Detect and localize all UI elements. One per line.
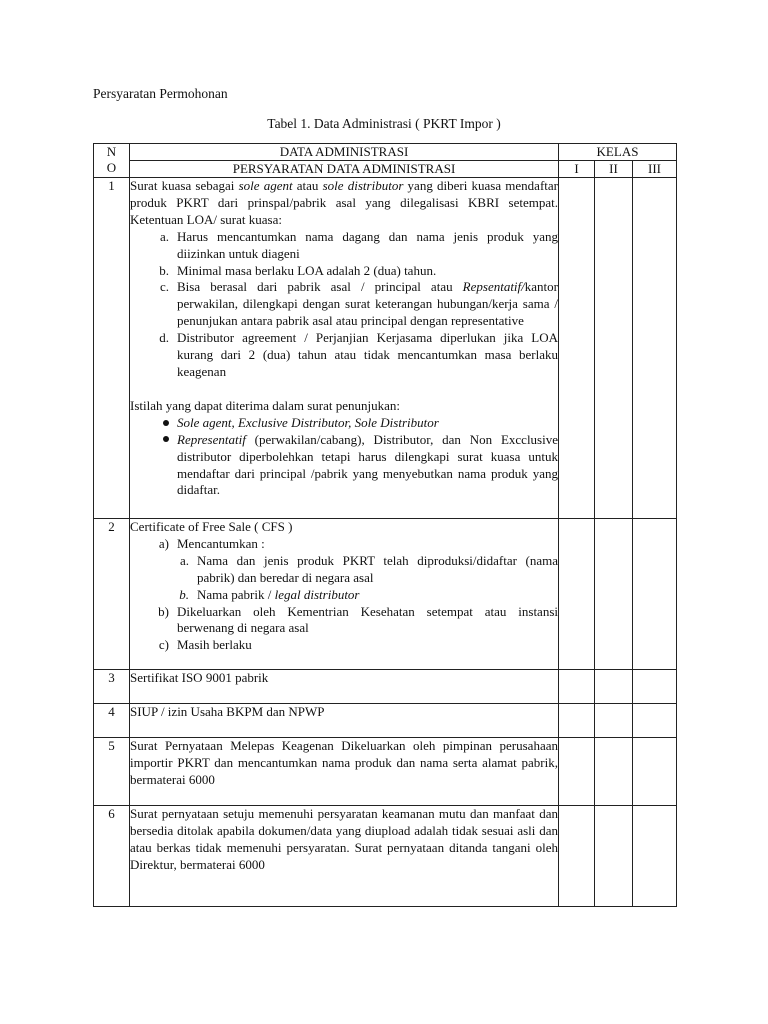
- list-item: c) Masih berlaku: [158, 637, 252, 653]
- data-admin-header: DATA ADMINISTRASI: [130, 144, 559, 161]
- kelas-ii-cell: [595, 519, 633, 670]
- bullet-icon: [163, 420, 169, 426]
- kelas-i-cell: [559, 178, 595, 519]
- table-header-row: [94, 144, 677, 161]
- table-row: [94, 738, 677, 806]
- row-number: 4: [94, 704, 130, 738]
- kelas-ii-header: II: [595, 161, 633, 178]
- table-row: [94, 704, 677, 738]
- row-number: 2: [94, 519, 130, 670]
- list-item: c. Bisa berasal dari pabrik asal / principal atau Repsentatif/kantor perwakilan, dilengkapi dengan surat keterangan hubungan/kerja sama / penunjukan antara pabrik asal atau principal dengan representative: [159, 279, 558, 329]
- list-item: d. Distributor agreement / Perjanjian Kerjasama diperlukan jika LOA kurang dari 2 (dua) tahun atau tidak mencantumkan masa berlaku keagenan: [159, 330, 558, 379]
- requirement-intro: Surat kuasa sebagai sole agent atau sole distributor yang diberi kuasa mendaftar produk PKRT dari prinspal/pabrik asal yang dilegalisasi KBRI setempat. Ketentuan LOA/ surat kuasa:: [130, 178, 558, 227]
- kelas-i-cell: [559, 738, 595, 806]
- kelas-i-header: I: [559, 161, 595, 178]
- kelas-iii-cell: [633, 178, 677, 519]
- kelas-header: KELAS: [559, 144, 677, 161]
- list-item: a) Mencantumkan :: [158, 535, 265, 551]
- kelas-i-cell: [559, 806, 595, 907]
- table-row: [94, 178, 677, 519]
- kelas-i-cell: [559, 704, 595, 738]
- bullet-icon: [163, 436, 169, 442]
- kelas-ii-cell: [595, 670, 633, 704]
- kelas-iii-cell: [633, 806, 677, 907]
- administration-table: [93, 143, 677, 907]
- kelas-i-cell: [559, 519, 595, 670]
- table-row: [94, 806, 677, 907]
- table-caption: Tabel 1. Data Administrasi ( PKRT Impor ): [267, 116, 501, 131]
- requirement-cell: Sertifikat ISO 9001 pabrik: [130, 670, 559, 704]
- kelas-ii-cell: [595, 178, 633, 519]
- no-column-header: N O: [94, 144, 130, 178]
- list-item: b) Dikeluarkan oleh Kementrian Kesehatan setempat atau instansi berwenang di negara asal: [158, 603, 558, 636]
- kelas-iii-cell: [633, 738, 677, 806]
- kelas-ii-cell: [595, 806, 633, 907]
- requirement-cell: [130, 519, 559, 670]
- persyaratan-header: PERSYARATAN DATA ADMINISTRASI: [130, 161, 559, 178]
- row-number: 5: [94, 738, 130, 806]
- kelas-ii-cell: [595, 738, 633, 806]
- sub-list-item: a. Nama dan jenis produk PKRT telah diproduksi/didaftar (nama pabrik) dan beredar di negara asal: [179, 552, 558, 585]
- requirement-cell: [130, 178, 559, 519]
- row-number: 1: [94, 178, 130, 519]
- requirement-title: Certificate of Free Sale ( CFS ): [130, 519, 293, 534]
- kelas-iii-cell: [633, 670, 677, 704]
- table-subheader-row: [94, 161, 677, 178]
- bullet-item: Representatif (perwakilan/cabang), Distributor, dan Non Excclusive distributor diperbolehkan tetapi harus dilengkapi surat kuasa untuk mendaftar dari principal /pabrik yang menyebutkan nama produk yang didaftar.: [130, 432, 558, 500]
- row-number: 6: [94, 806, 130, 907]
- terms-intro: Istilah yang dapat diterima dalam surat penunjukan:: [130, 397, 401, 413]
- list-item: a. Harus mencantumkan nama dagang dan nama jenis produk yang diizinkan untuk diageni: [159, 228, 558, 261]
- page-heading: Persyaratan Permohonan: [93, 86, 228, 101]
- list-item: b. Minimal masa berlaku LOA adalah 2 (dua) tahun.: [159, 262, 437, 278]
- bullet-item: Sole agent, Exclusive Distributor, Sole Distributor: [130, 415, 558, 432]
- kelas-ii-cell: [595, 704, 633, 738]
- requirement-cell: Surat pernyataan setuju memenuhi persyaratan keamanan mutu dan manfaat dan bersedia ditolak apabila dokumen/data yang diupload adalah tidak sesuai asli dan atau berkas tidak memenuhi persyaratan. Surat pernyataan ditanda tangani oleh Direktur, bermaterai 6000: [130, 806, 559, 907]
- table-row: [94, 519, 677, 670]
- kelas-i-cell: [559, 670, 595, 704]
- requirement-cell: SIUP / izin Usaha BKPM dan NPWP: [130, 704, 559, 738]
- requirement-cell: Surat Pernyataan Melepas Keagenan Dikeluarkan oleh pimpinan perusahaan importir PKRT dan mencantumkan nama produk dan nama serta alamat pabrik, bermaterai 6000: [130, 738, 559, 806]
- kelas-iii-cell: [633, 704, 677, 738]
- kelas-iii-cell: [633, 519, 677, 670]
- row-number: 3: [94, 670, 130, 704]
- table-row: [94, 670, 677, 704]
- sub-list-item: b. Nama pabrik / legal distributor: [179, 586, 360, 602]
- kelas-iii-header: III: [633, 161, 677, 178]
